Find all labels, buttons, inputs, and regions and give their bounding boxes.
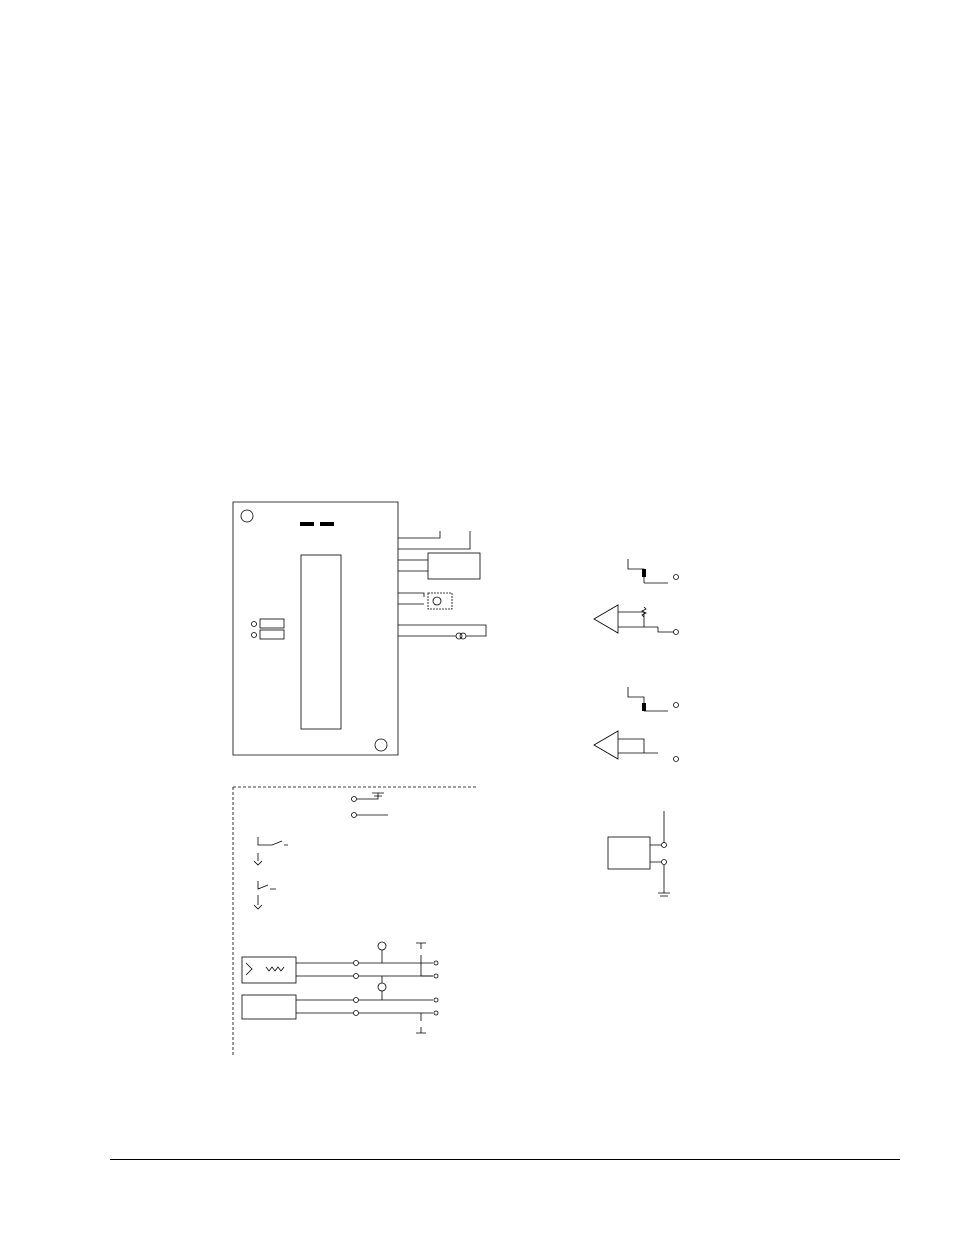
duplicate-terminals: [252, 619, 285, 639]
loop-powered-circuit: [594, 559, 679, 635]
return-select: [300, 522, 334, 526]
transmitter-icon: [433, 597, 441, 605]
ext-wires: [398, 593, 424, 604]
ext-pwr-box: [428, 593, 452, 609]
externally-powered-circuit: [594, 687, 679, 762]
lamp-icon: [378, 942, 386, 950]
loop-wires: [398, 625, 486, 636]
terminal-base-outline: [233, 502, 398, 755]
jumper-area: [301, 555, 341, 729]
dc-inputs-wiring: [233, 787, 478, 1057]
typical-input-wiring-model: [608, 811, 670, 896]
mount-hole-icon: [375, 739, 387, 751]
power-wires: [398, 531, 470, 549]
instrument-wires: [398, 560, 428, 571]
wiring-diagram: [228, 497, 728, 1057]
input1-box: [242, 995, 296, 1019]
footer-rule: [110, 1159, 900, 1160]
equivalent-circuit-box: [242, 957, 296, 983]
instrument-box: [428, 553, 480, 579]
lamp-icon: [378, 983, 386, 991]
mount-hole-icon: [241, 510, 253, 522]
